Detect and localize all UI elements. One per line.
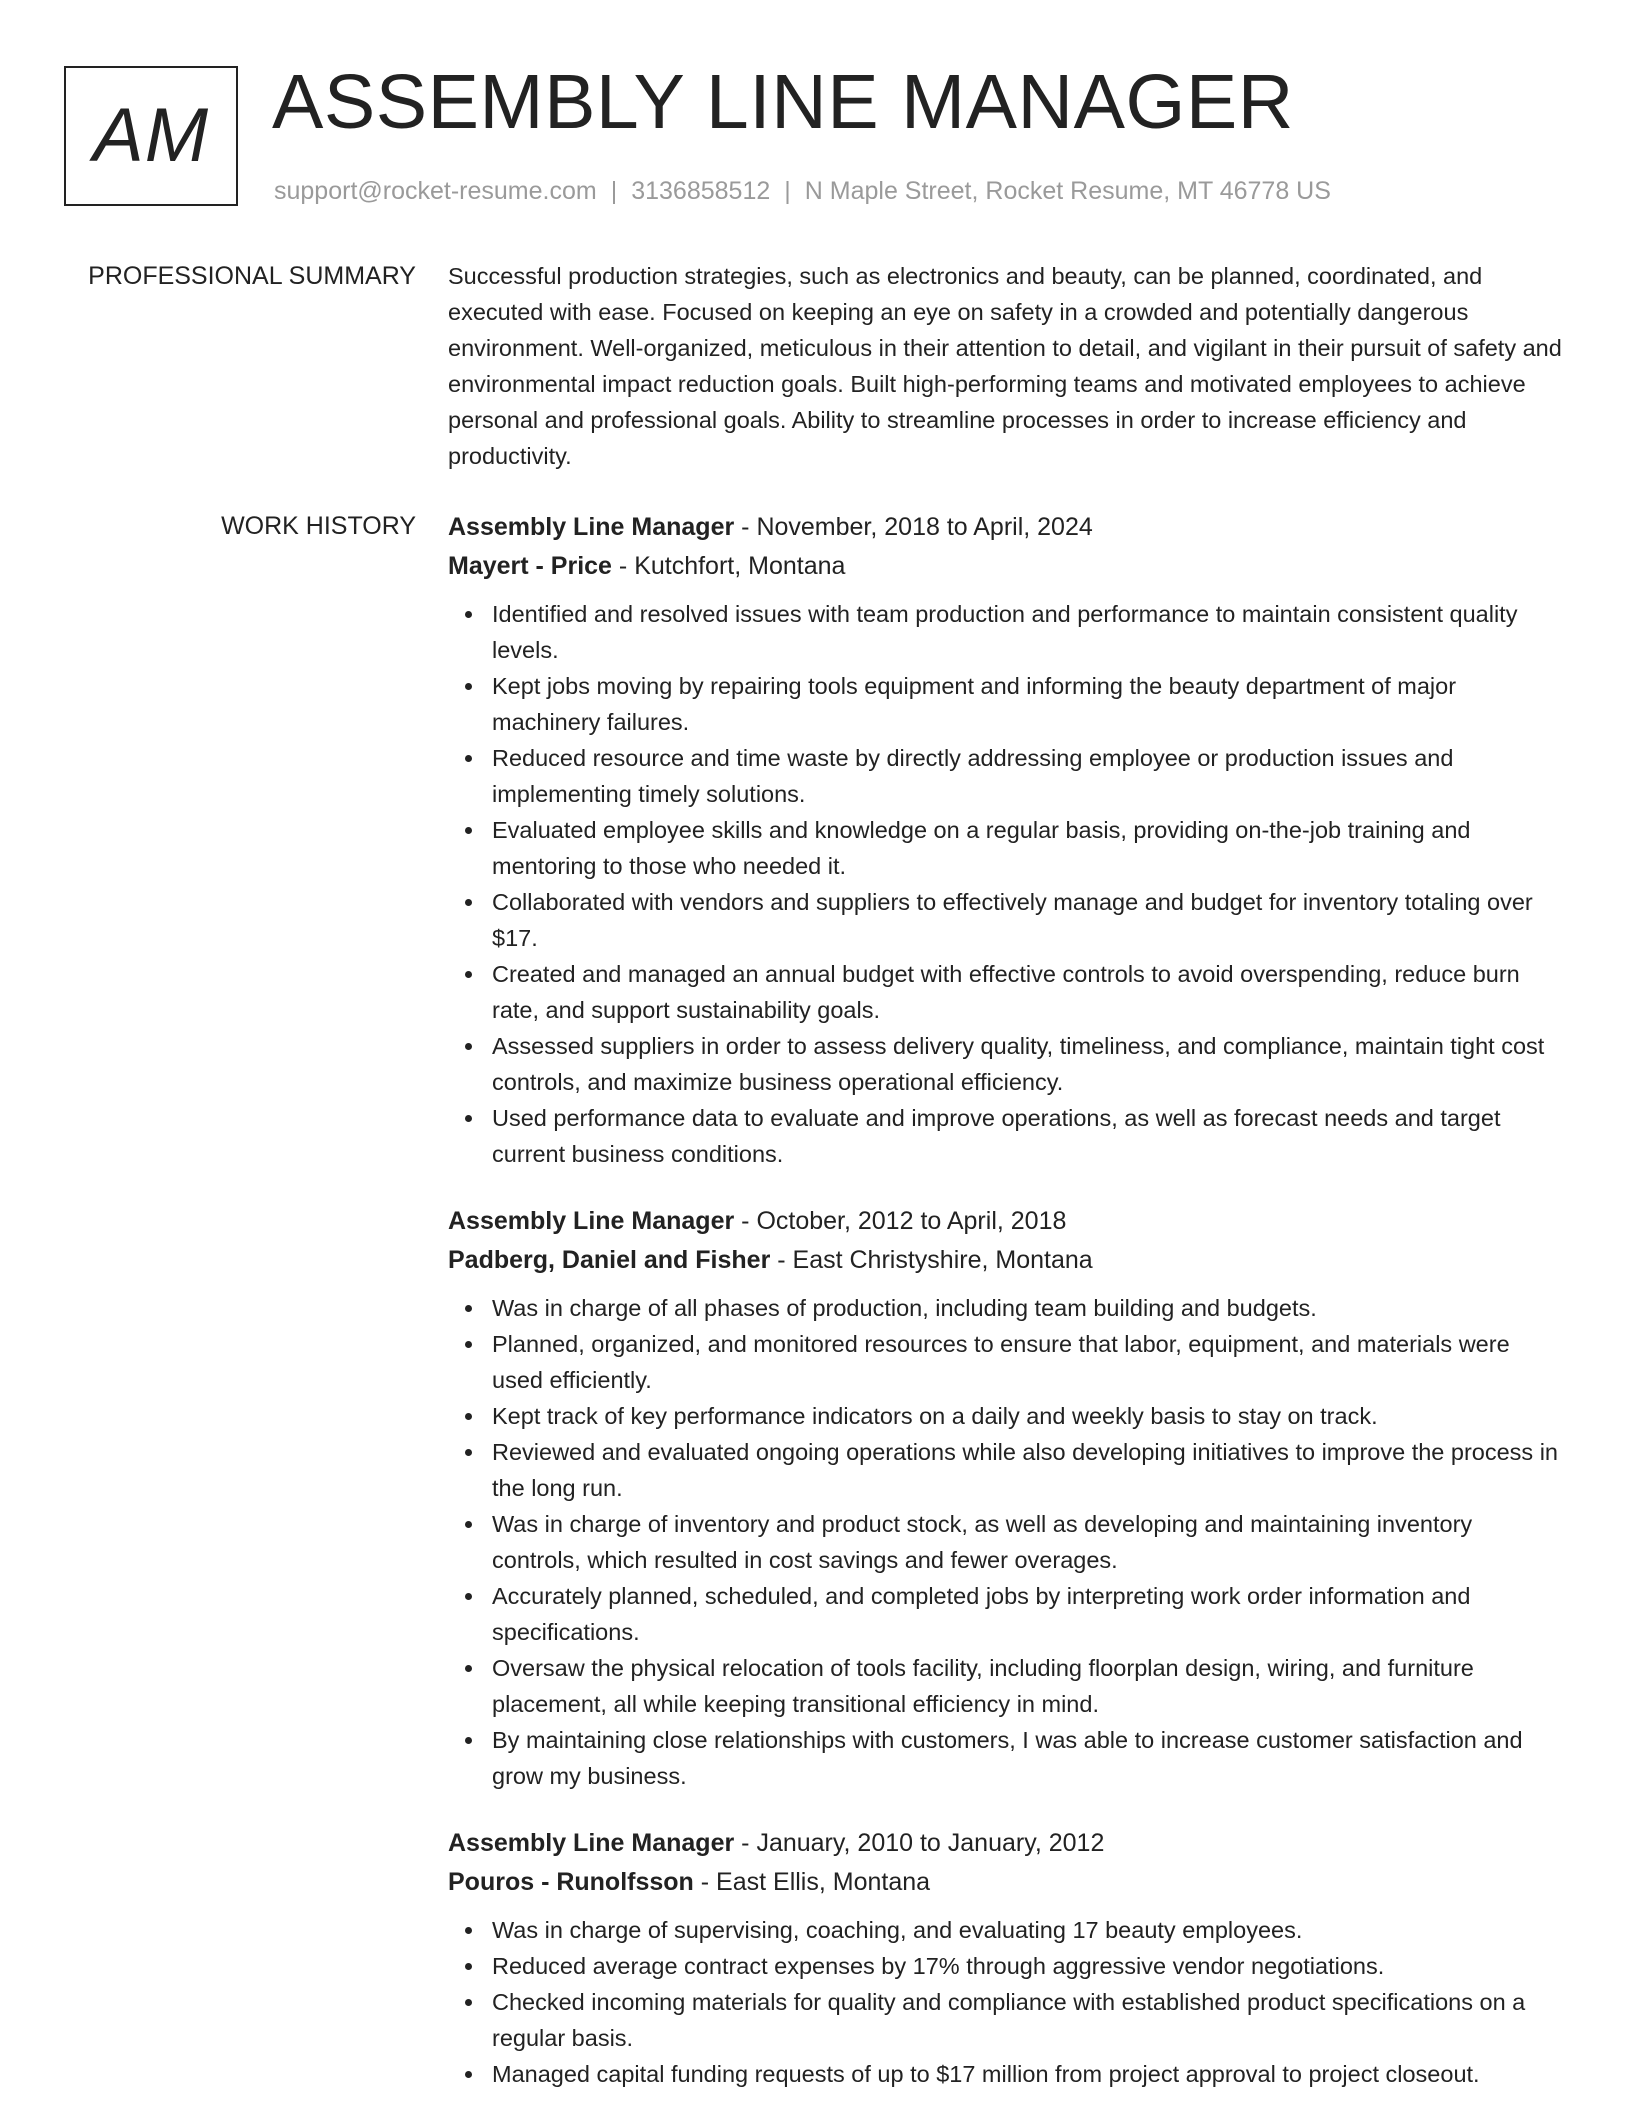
contact-address: N Maple Street, Rocket Resume, MT 46778 US bbox=[804, 177, 1331, 205]
job-title-line bbox=[448, 1202, 1566, 1241]
job-entry bbox=[448, 1824, 1566, 2092]
job-company: Padberg, Daniel and Fisher bbox=[448, 1246, 771, 1274]
job-location: Kutchfort, Montana bbox=[634, 552, 846, 580]
job-bullet: Reduced average contract expenses by 17% through aggressive vendor negotiations. bbox=[492, 1948, 1566, 1984]
work-history-content bbox=[448, 508, 1566, 2122]
job-bullet: Checked incoming materials for quality and compliance with established product specifications on a regular basis. bbox=[492, 1984, 1566, 2056]
job-company: Pouros - Runolfsson bbox=[448, 1868, 694, 1896]
job-bullet: Evaluated employee skills and knowledge on a regular basis, providing on-the-job training and mentoring to those who needed it. bbox=[492, 812, 1566, 884]
job-bullet: Kept jobs moving by repairing tools equipment and informing the beauty department of major machinery failures. bbox=[492, 668, 1566, 740]
job-bullet: Created and managed an annual budget with effective controls to avoid overspending, reduce burn rate, and support sustainability goals. bbox=[492, 956, 1566, 1028]
job-entry bbox=[448, 508, 1566, 1172]
contact-phone: 3136858512 bbox=[631, 177, 771, 205]
job-bullet: Oversaw the physical relocation of tools facility, including floorplan design, wiring, and furniture placement, all while keeping transitional efficiency in mind. bbox=[492, 1650, 1566, 1722]
contact-line bbox=[274, 174, 1331, 208]
job-company-line bbox=[448, 547, 1566, 586]
contact-separator: | bbox=[610, 177, 618, 205]
summary-content bbox=[448, 258, 1566, 474]
job-dash: - bbox=[734, 513, 757, 541]
job-location: East Ellis, Montana bbox=[716, 1868, 931, 1896]
job-company-line bbox=[448, 1241, 1566, 1280]
job-title-line bbox=[448, 508, 1566, 547]
job-dates: October, 2012 to April, 2018 bbox=[756, 1207, 1067, 1235]
job-dash: - bbox=[611, 552, 635, 580]
job-bullet: Reduced resource and time waste by directly addressing employee or production issues and implementing timely solutions. bbox=[492, 740, 1566, 812]
job-location: East Christyshire, Montana bbox=[792, 1246, 1093, 1274]
job-dash: - bbox=[734, 1829, 757, 1857]
job-dash: - bbox=[770, 1246, 793, 1274]
job-bullet: Was in charge of all phases of production, including team building and budgets. bbox=[492, 1290, 1566, 1326]
job-dash: - bbox=[734, 1207, 757, 1235]
job-bullet: Used performance data to evaluate and improve operations, as well as forecast needs and target current business conditions. bbox=[492, 1100, 1566, 1172]
contact-separator: | bbox=[784, 177, 791, 205]
job-bullet-list bbox=[448, 1290, 1566, 1794]
job-entry bbox=[448, 1202, 1566, 1794]
job-title: Assembly Line Manager bbox=[448, 513, 735, 541]
job-bullet-list bbox=[448, 1912, 1566, 2092]
job-bullet: Was in charge of inventory and product stock, as well as developing and maintaining inventory controls, which resulted in cost savings and fewer overages. bbox=[492, 1506, 1566, 1578]
work-history-heading: WORK HISTORY bbox=[221, 512, 416, 540]
summary-text: Successful production strategies, such as electronics and beauty, can be planned, coordinated, and executed with ease. Focused on keeping an eye on safety in a crowded and potentially dangerous environment. Well-organized, meticulous in their attention to detail, and vigilant in their pursuit of safety and environmental impact reduction goals. Built high-performing teams and motivated employees to achieve personal and professional goals. Ability to streamline processes in order to increase efficiency and productivity. bbox=[448, 263, 1562, 469]
contact-email: support@rocket-resume.com bbox=[274, 177, 597, 205]
job-bullet: Planned, organized, and monitored resources to ensure that labor, equipment, and materials were used efficiently. bbox=[492, 1326, 1566, 1398]
job-company: Mayert - Price bbox=[448, 552, 612, 580]
job-company-line bbox=[448, 1863, 1566, 1902]
job-bullet: Identified and resolved issues with team production and performance to maintain consistent quality levels. bbox=[492, 596, 1566, 668]
job-title-line bbox=[448, 1824, 1566, 1863]
job-dash: - bbox=[693, 1868, 717, 1896]
monogram-initials: AM bbox=[93, 93, 209, 178]
summary-heading: PROFESSIONAL SUMMARY bbox=[88, 262, 416, 290]
job-bullet: By maintaining close relationships with customers, I was able to increase customer satisfaction and grow my business. bbox=[492, 1722, 1566, 1794]
job-bullet: Reviewed and evaluated ongoing operations while also developing initiatives to improve the process in the long run. bbox=[492, 1434, 1566, 1506]
job-dates: November, 2018 to April, 2024 bbox=[756, 513, 1093, 541]
job-dates: January, 2010 to January, 2012 bbox=[756, 1829, 1105, 1857]
job-bullet-list bbox=[448, 596, 1566, 1172]
job-bullet: Managed capital funding requests of up to $17 million from project approval to project closeout. bbox=[492, 2056, 1566, 2092]
job-bullet: Collaborated with vendors and suppliers to effectively manage and budget for inventory totaling over $17. bbox=[492, 884, 1566, 956]
job-title: Assembly Line Manager bbox=[448, 1829, 735, 1857]
job-title: Assembly Line Manager bbox=[448, 1207, 735, 1235]
job-bullet: Accurately planned, scheduled, and completed jobs by interpreting work order information and specifications. bbox=[492, 1578, 1566, 1650]
job-bullet: Was in charge of supervising, coaching, and evaluating 17 beauty employees. bbox=[492, 1912, 1566, 1948]
page-title: ASSEMBLY LINE MANAGER bbox=[272, 59, 1294, 145]
job-bullet: Assessed suppliers in order to assess delivery quality, timeliness, and compliance, maintain tight cost controls, and maximize business operational efficiency. bbox=[492, 1028, 1566, 1100]
monogram-box bbox=[64, 66, 238, 206]
job-bullet: Kept track of key performance indicators on a daily and weekly basis to stay on track. bbox=[492, 1398, 1566, 1434]
